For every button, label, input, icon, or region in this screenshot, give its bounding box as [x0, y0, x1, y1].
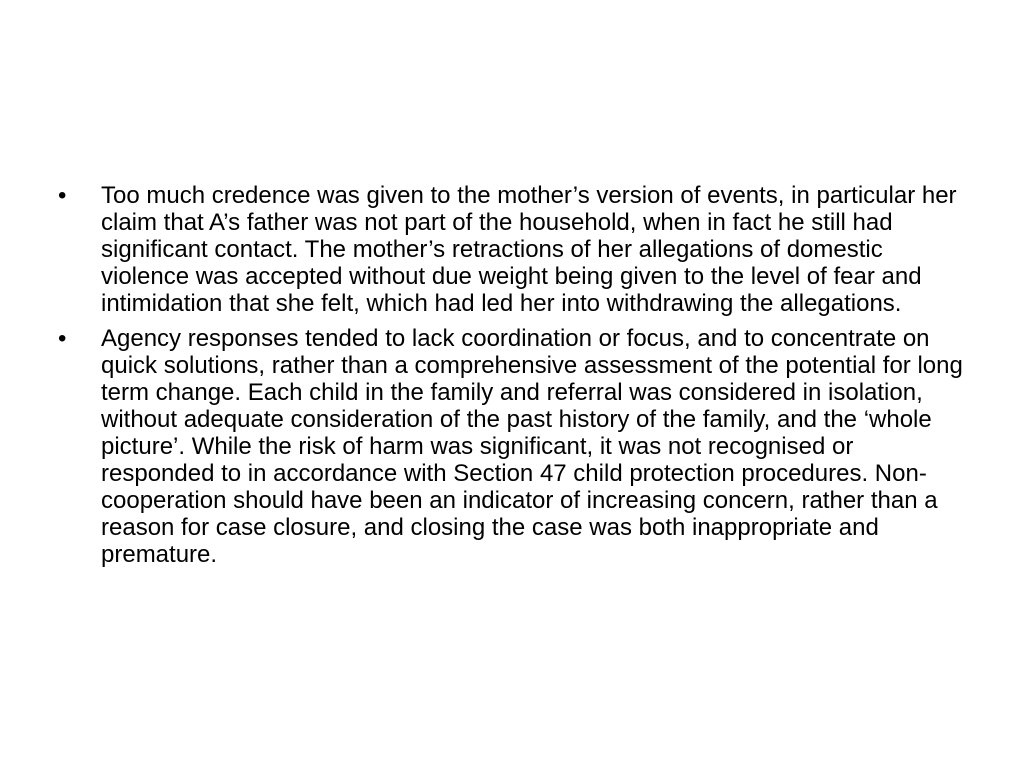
- bullet-text: Agency responses tended to lack coordination or focus, and to concentrate on quick solutions, rather than a comprehensive assessment of the potential for long term change. Each child in the family and referral was considered in isolation, without adequate consideration of the past history of the family, and the ‘whole picture’. While the risk of harm was significant, it was not recognised or responded to in accordance with Section 47 child protection procedures. Non-cooperation should have been an indicator of increasing concern, rather than a reason for case closure, and closing the case was both inappropriate and premature.: [101, 325, 963, 568]
- bullet-mark: •: [58, 182, 67, 209]
- bullet-mark: •: [58, 325, 67, 352]
- bullet-item-1: [58, 182, 968, 317]
- bullet-list: [58, 182, 968, 576]
- bullet-text: Too much credence was given to the mother’s version of events, in particular her claim that A’s father was not part of the household, when in fact he still had significant contact. The mother’s retractions of her allegations of domestic violence was accepted without due weight being given to the level of fear and intimidation that she felt, which had led her into withdrawing the allegations.: [101, 182, 957, 317]
- bullet-item-2: [58, 325, 968, 568]
